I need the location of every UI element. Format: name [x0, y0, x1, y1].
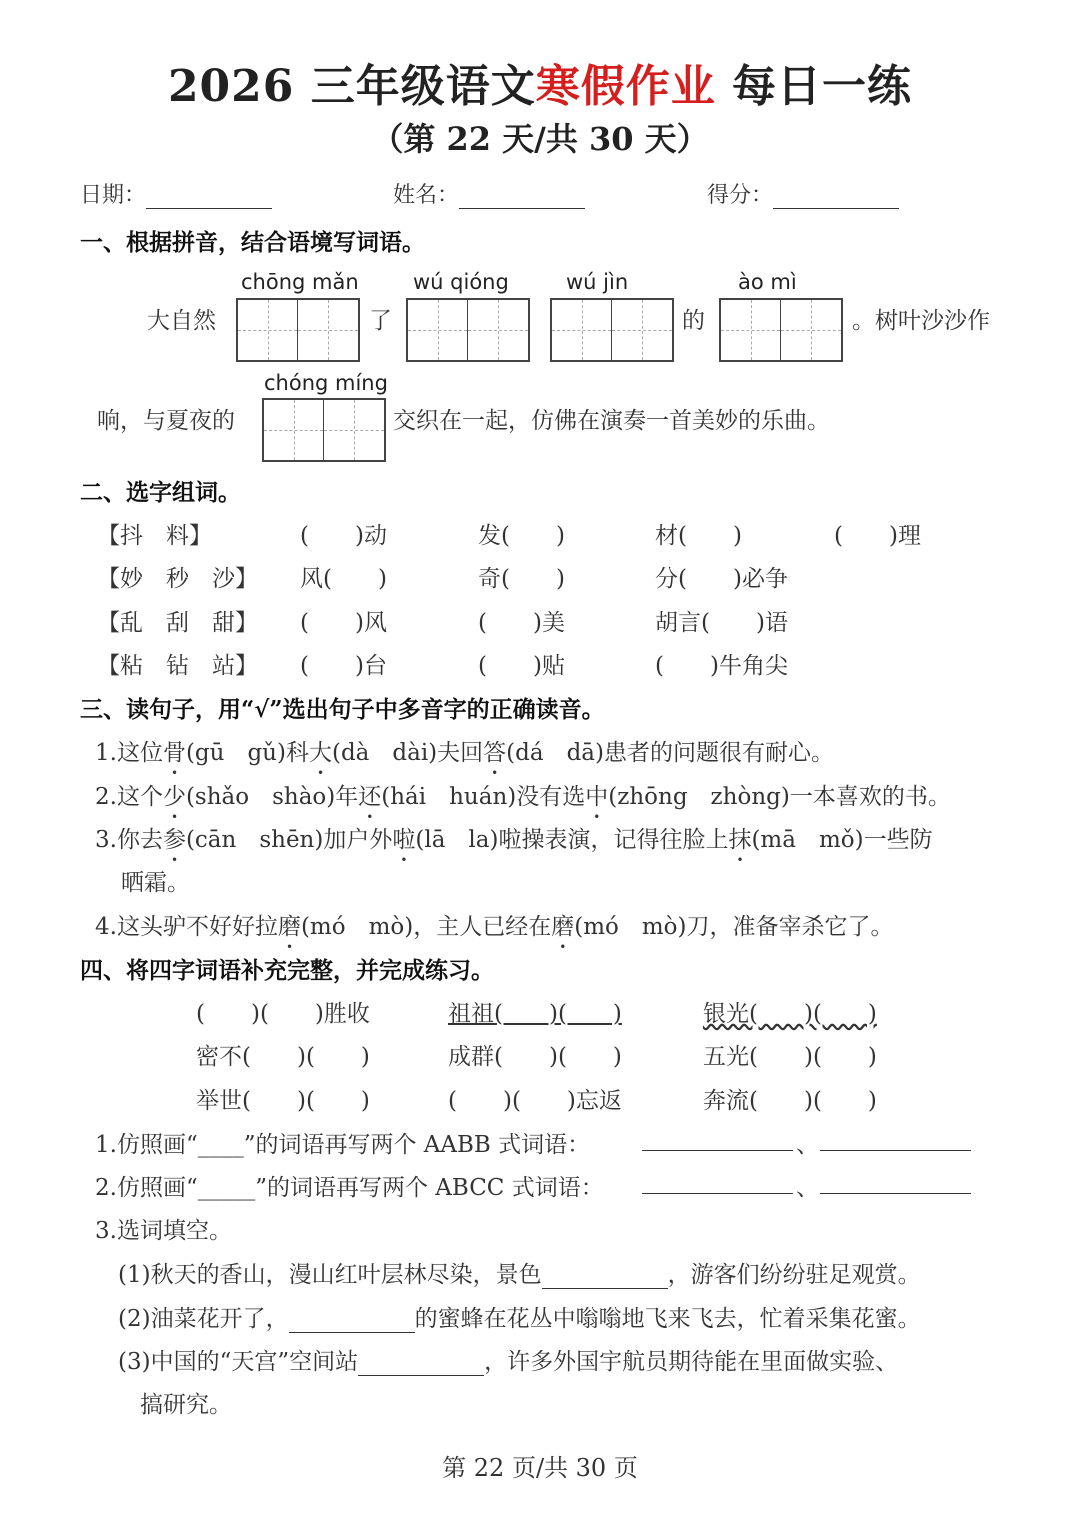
s3-sentence-3-cont: 晒霜。	[121, 870, 190, 896]
s4-idiom-2[interactable]: 祖祖( )( )	[448, 1001, 622, 1027]
s3-sentence-2: 2.这个少(shǎo shào)年还(hái huán)没有选中(zhōng zhòng)一本喜欢的书。	[95, 784, 951, 810]
writing-grid-5[interactable]	[262, 398, 386, 462]
s1-text-5: 响，与夏夜的	[97, 408, 235, 434]
s4-question-2: 2.仿照画“_____”的词语再写两个 ABCC 式词语：	[95, 1175, 604, 1201]
date-field[interactable]: 日期：	[80, 178, 272, 209]
s4-idiom-8[interactable]: ( )( )忘返	[448, 1088, 622, 1114]
s3-sentence-4: 4.这头驴不好好拉磨(mó mò)，主人已经在磨(mó mò)刀，准备宰杀它了。	[95, 914, 894, 940]
s4-q1-sep: 、	[796, 1132, 819, 1158]
s4-idiom-5[interactable]: 成群( )( )	[448, 1044, 622, 1070]
s4-fill-3: (3)中国的“天宫”空间站 ，许多外国宇航员期待能在里面做实验、	[118, 1349, 899, 1375]
s4-idiom-3[interactable]: 银光( )( )	[703, 1001, 877, 1027]
section3-heading: 三、读句子，用“√”选出句子中多音字的正确读音。	[80, 696, 605, 723]
s2-row4-blank3[interactable]: ( )牛角尖	[655, 653, 788, 679]
s2-row1-chars: 【抖 料】	[97, 523, 212, 549]
s2-row1-blank4[interactable]: ( )理	[834, 523, 921, 549]
s2-row4-blank1[interactable]: ( )台	[300, 653, 387, 679]
s4-idiom-9[interactable]: 奔流( )( )	[703, 1088, 877, 1114]
s2-row4-chars: 【粘 钻 站】	[97, 653, 258, 679]
s4-idiom-4[interactable]: 密不( )( )	[196, 1044, 370, 1070]
section1-heading: 一、根据拼音，结合语境写词语。	[80, 229, 425, 256]
s3-sentence-1: 1.这位骨(gū gǔ)科大(dà dài)夫回答(dá dā)患者的问题很有耐心。	[95, 740, 834, 766]
section4-heading: 四、将四字词语补充完整，并完成练习。	[80, 957, 494, 984]
writing-grid-2[interactable]	[406, 298, 530, 362]
s4-q1-answer-1[interactable]	[642, 1150, 793, 1151]
s2-row3-blank3[interactable]: 胡言( )语	[655, 610, 788, 636]
s1-text-6: 交织在一起，仿佛在演奏一首美妙的乐曲。	[393, 408, 830, 434]
s2-row3-blank2[interactable]: ( )美	[478, 610, 565, 636]
writing-grid-4[interactable]	[719, 298, 843, 362]
s2-row1-blank1[interactable]: ( )动	[300, 523, 387, 549]
s2-row1-blank3[interactable]: 材( )	[655, 523, 742, 549]
page-number: 第 22 页/共 30 页	[442, 1454, 638, 1482]
s1-text-2: 了	[369, 308, 392, 334]
s2-row2-blank2[interactable]: 奇( )	[478, 566, 565, 592]
s1-text-1: 大自然	[147, 308, 216, 334]
s4-q2-answer-1[interactable]	[642, 1193, 793, 1194]
writing-grid-1[interactable]	[236, 298, 360, 362]
s4-question-1: 1.仿照画“____”的词语再写两个 AABB 式词语：	[95, 1132, 591, 1158]
s4-fill-3-blank[interactable]	[358, 1353, 484, 1376]
s4-fill-1: (1)秋天的香山，漫山红叶层林尽染，景色 ，游客们纷纷驻足观赏。	[118, 1262, 921, 1288]
s4-idiom-6[interactable]: 五光( )( )	[703, 1044, 877, 1070]
s4-fill-2-blank[interactable]	[289, 1310, 415, 1333]
s4-fill-3-cont: 搞研究。	[140, 1392, 232, 1418]
writing-grid-3[interactable]	[550, 298, 674, 362]
s4-idiom-7[interactable]: 举世( )( )	[196, 1088, 370, 1114]
section2-heading: 二、选字组词。	[80, 479, 241, 506]
s1-text-4: 。树叶沙沙作	[852, 308, 990, 334]
s2-row4-blank2[interactable]: ( )贴	[478, 653, 565, 679]
s2-row2-chars: 【妙 秒 沙】	[97, 566, 258, 592]
s4-q1-answer-2[interactable]	[820, 1150, 971, 1151]
score-field[interactable]: 得分：	[707, 178, 899, 209]
s2-row3-blank1[interactable]: ( )风	[300, 610, 387, 636]
s4-q2-sep: 、	[796, 1175, 819, 1201]
pinyin-5: chóng míng	[264, 371, 388, 395]
s3-sentence-3: 3.你去参(cān shēn)加户外啦(lā la)啦操表演，记得往脸上抹(mā mǒ)一些防	[95, 827, 933, 853]
pinyin-4: ào mì	[738, 270, 797, 294]
s2-row1-blank2[interactable]: 发( )	[478, 523, 565, 549]
page-subtitle: （第 22 天/共 30 天）	[371, 120, 709, 158]
s4-q2-answer-2[interactable]	[820, 1193, 971, 1194]
s4-question-3: 3.选词填空。	[95, 1218, 232, 1244]
s1-text-3: 的	[682, 308, 705, 334]
s2-row3-chars: 【乱 刮 甜】	[97, 610, 258, 636]
s4-idiom-1[interactable]: ( )( )胜收	[196, 1001, 370, 1027]
page-title: 2026 三年级语文寒假作业 每日一练	[167, 61, 913, 112]
s4-fill-2: (2)油菜花开了， 的蜜蜂在花丛中嗡嗡地飞来飞去，忙着采集花蜜。	[118, 1306, 921, 1332]
s2-row2-blank3[interactable]: 分( )必争	[655, 566, 788, 592]
s2-row2-blank1[interactable]: 风( )	[300, 566, 387, 592]
pinyin-1: chōng mǎn	[241, 270, 359, 294]
name-field[interactable]: 姓名：	[393, 178, 585, 209]
pinyin-3: wú jìn	[566, 270, 629, 294]
s4-fill-1-blank[interactable]	[542, 1266, 668, 1289]
pinyin-2: wú qióng	[413, 270, 509, 294]
